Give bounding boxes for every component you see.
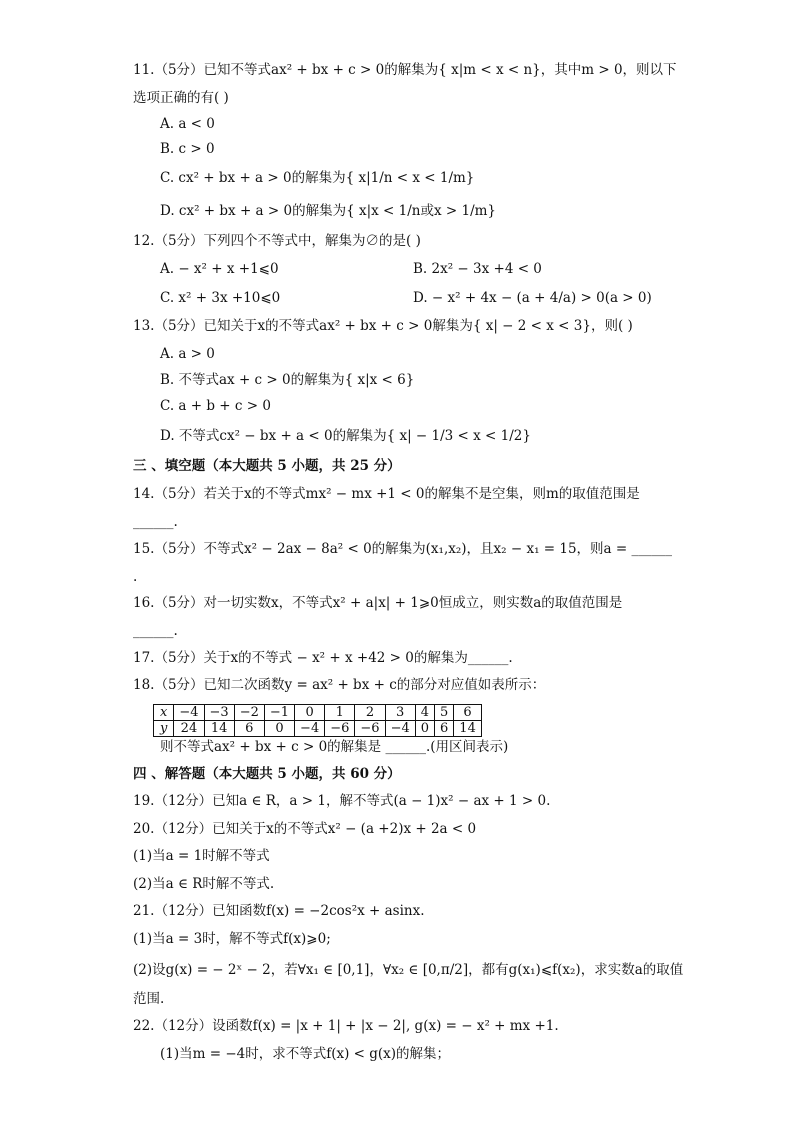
table-cell: 0 xyxy=(264,721,294,737)
q22-stem: 22.（12分）设函数f(x) = |x + 1| + |x − 2|, g(x) = − x² + mx +1. xyxy=(133,1018,559,1034)
table-header-y: y xyxy=(154,721,174,737)
table-cell: −3 xyxy=(204,705,234,721)
table-cell: −6 xyxy=(355,721,385,737)
q11-option-b: B. c > 0 xyxy=(160,141,215,157)
table-cell: 6 xyxy=(435,721,454,737)
q12-stem: 12.（5分）下列四个不等式中，解集为∅的是( ) xyxy=(133,233,421,249)
table-cell: 0 xyxy=(415,721,434,737)
q21-stem: 21.（12分）已知函数f(x) = −2cos²x + asinx. xyxy=(133,903,425,919)
q16-stem: 16.（5分）对一切实数x，不等式x² + a|x| + 1⩾0恒成立，则实数a的取值范围是 xyxy=(133,595,623,611)
q11-stem: 11.（5分）已知不等式ax² + bx + c > 0的解集为{ x|m < x < n}，其中m > 0，则以下 xyxy=(133,62,677,78)
q17-stem: 17.（5分）关于x的不等式 − x² + x +42 > 0的解集为______. xyxy=(133,650,513,666)
q11-option-d: D. cx² + bx + a > 0的解集为{ x|x < 1/n或x > 1/m} xyxy=(160,203,497,219)
q14-stem: 14.（5分）若关于x的不等式mx² − mx +1 < 0的解集不是空集，则m的取值范围是 xyxy=(133,486,640,502)
table-cell: 3 xyxy=(385,705,415,721)
q11-option-a: A. a < 0 xyxy=(160,116,215,132)
q19-stem: 19.（12分）已知a ∈ R，a > 1，解不等式(a − 1)x² − ax + 1 > 0. xyxy=(133,793,551,809)
q12-option-d: D. − x² + 4x − (a + 4/a) > 0(a > 0) xyxy=(413,290,652,306)
q13-option-d: D. 不等式cx² − bx + a < 0的解集为{ x| − 1/3 < x < 1/2} xyxy=(160,428,531,444)
q12-option-a: A. − x² + x +1⩽0 xyxy=(160,261,279,277)
table-row-y xyxy=(154,721,482,737)
section-answer-heading: 四 、解答题（本大题共 5 小题，共 60 分） xyxy=(133,766,401,782)
table-cell: 0 xyxy=(295,705,325,721)
q15-period: . xyxy=(133,569,138,585)
table-header-x: x xyxy=(154,705,174,721)
table-row-x xyxy=(154,705,482,721)
q22-part1: (1)当m = −4时，求不等式f(x) < g(x)的解集； xyxy=(160,1046,451,1062)
q14-blank: ______. xyxy=(133,514,178,530)
table-cell: −4 xyxy=(385,721,415,737)
table-cell: 6 xyxy=(234,721,264,737)
q15-stem: 15.（5分）不等式x² − 2ax − 8a² < 0的解集为(x₁,x₂)，且x₂ − x₁ = 15，则a = ______ xyxy=(133,541,672,557)
q21-part1: (1)当a = 3时，解不等式f(x)⩾0; xyxy=(133,931,331,947)
q18-question: 则不等式ax² + bx + c > 0的解集是 ______.(用区间表示) xyxy=(160,739,509,755)
table-cell: 2 xyxy=(355,705,385,721)
table-cell: −4 xyxy=(174,705,204,721)
q13-option-b: B. 不等式ax + c > 0的解集为{ x|x < 6} xyxy=(160,372,415,388)
table-cell: −2 xyxy=(234,705,264,721)
section-fill-blank-heading: 三 、填空题（本大题共 5 小题，共 25 分） xyxy=(133,458,401,474)
q12-option-b: B. 2x² − 3x +4 < 0 xyxy=(413,261,542,277)
q21-part2: (2)设g(x) = − 2ˣ − 2，若∀x₁ ∈ [0,1]，∀x₂ ∈ [0,π/2]，都有g(x₁)⩽f(x₂)，求实数a的取值 xyxy=(133,962,684,978)
q13-option-c: C. a + b + c > 0 xyxy=(160,398,271,414)
q13-option-a: A. a > 0 xyxy=(160,346,215,362)
q16-blank: ______. xyxy=(133,623,178,639)
q18-stem: 18.（5分）已知二次函数y = ax² + bx + c的部分对应值如表所示： xyxy=(133,677,546,693)
q21-part2-cont: 范围. xyxy=(133,991,165,1007)
table-cell: 14 xyxy=(454,721,482,737)
table-cell: 6 xyxy=(454,705,482,721)
table-cell: 4 xyxy=(415,705,434,721)
value-table xyxy=(153,704,482,737)
table-cell: 14 xyxy=(204,721,234,737)
q12-option-c: C. x² + 3x +10⩽0 xyxy=(160,290,281,306)
table-cell: −4 xyxy=(295,721,325,737)
q13-stem: 13.（5分）已知关于x的不等式ax² + bx + c > 0解集为{ x| − 2 < x < 3}，则( ) xyxy=(133,318,633,334)
q11-stem-cont: 选项正确的有( ) xyxy=(133,90,229,106)
q20-stem: 20.（12分）已知关于x的不等式x² − (a +2)x + 2a < 0 xyxy=(133,821,477,837)
table-cell: −6 xyxy=(325,721,355,737)
table-cell: 24 xyxy=(174,721,204,737)
table-cell: 5 xyxy=(435,705,454,721)
q20-part1: (1)当a = 1时解不等式 xyxy=(133,848,270,864)
q20-part2: (2)当a ∈ R时解不等式. xyxy=(133,876,275,892)
table-cell: −1 xyxy=(264,705,294,721)
table-cell: 1 xyxy=(325,705,355,721)
q11-option-c: C. cx² + bx + a > 0的解集为{ x|1/n < x < 1/m} xyxy=(160,170,475,186)
